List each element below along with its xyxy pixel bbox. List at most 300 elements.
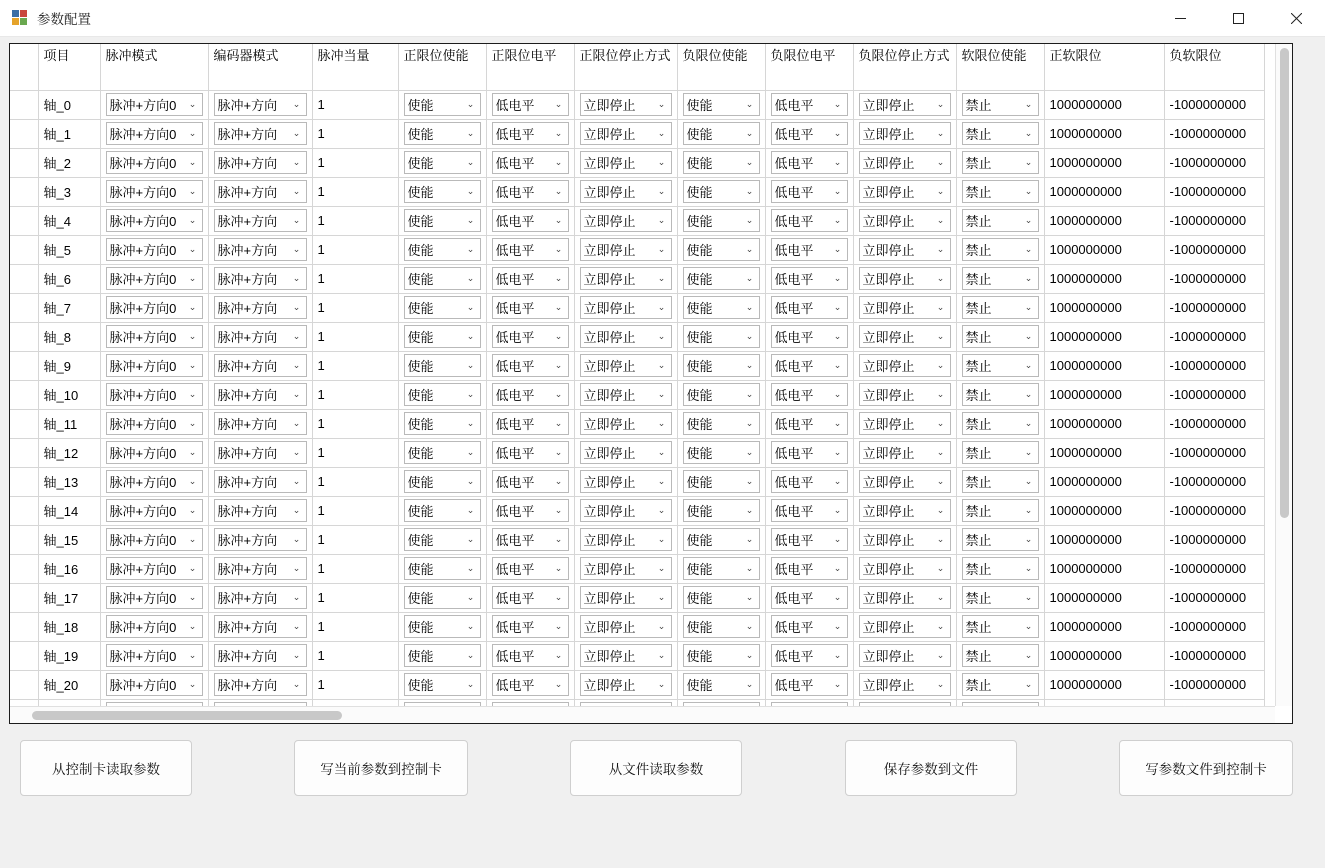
chevron-down-icon[interactable]: ⌄ (745, 360, 754, 370)
cell-item[interactable] (38, 525, 100, 554)
dropdown-neg_limit_enable[interactable] (683, 325, 760, 348)
row-selector[interactable] (10, 206, 38, 235)
cell-pos_limit_stop[interactable] (574, 496, 677, 525)
cell-neg_limit_level[interactable] (765, 119, 853, 148)
column-header-pos_soft_limit[interactable] (1044, 44, 1164, 90)
chevron-down-icon[interactable]: ⌄ (292, 476, 301, 486)
chevron-down-icon[interactable]: ⌄ (936, 476, 945, 486)
table-row[interactable] (10, 583, 1264, 612)
chevron-down-icon[interactable]: ⌄ (1024, 128, 1033, 138)
cell-neg_soft_limit[interactable] (1164, 293, 1264, 322)
chevron-down-icon[interactable]: ⌄ (292, 215, 301, 225)
chevron-down-icon[interactable]: ⌄ (292, 563, 301, 573)
chevron-down-icon[interactable]: ⌄ (745, 563, 754, 573)
chevron-down-icon[interactable]: ⌄ (554, 186, 563, 196)
cell-pos_limit_enable[interactable] (398, 235, 486, 264)
dropdown-neg_limit_enable[interactable] (683, 296, 760, 319)
chevron-down-icon[interactable]: ⌄ (833, 621, 842, 631)
chevron-down-icon[interactable]: ⌄ (936, 534, 945, 544)
cell-neg_soft_limit[interactable] (1164, 148, 1264, 177)
chevron-down-icon[interactable]: ⌄ (745, 99, 754, 109)
chevron-down-icon[interactable]: ⌄ (466, 621, 475, 631)
cell-pulse_equiv[interactable] (312, 670, 398, 699)
dropdown-soft_limit_enable[interactable] (962, 209, 1039, 232)
cell-pulse_equiv[interactable] (312, 322, 398, 351)
chevron-down-icon[interactable]: ⌄ (466, 389, 475, 399)
dropdown-neg_limit_enable[interactable] (683, 151, 760, 174)
cell-pos_limit_level[interactable] (486, 583, 574, 612)
dropdown-pos_limit_level[interactable] (492, 209, 569, 232)
dropdown-soft_limit_enable[interactable] (962, 122, 1039, 145)
cell-pos_soft_limit[interactable] (1044, 438, 1164, 467)
dropdown-neg_limit_stop[interactable] (859, 586, 951, 609)
dropdown-pos_limit_level[interactable] (492, 180, 569, 203)
chevron-down-icon[interactable]: ⌄ (936, 621, 945, 631)
cell-soft_limit_enable[interactable] (956, 525, 1044, 554)
dropdown-pulse_mode[interactable] (106, 267, 203, 290)
chevron-down-icon[interactable]: ⌄ (466, 418, 475, 428)
chevron-down-icon[interactable]: ⌄ (1024, 157, 1033, 167)
cell-pos_soft_limit[interactable] (1044, 177, 1164, 206)
cell-pulse_equiv[interactable] (312, 380, 398, 409)
dropdown-pos_limit_stop[interactable] (580, 209, 672, 232)
chevron-down-icon[interactable]: ⌄ (745, 505, 754, 515)
chevron-down-icon[interactable]: ⌄ (657, 244, 666, 254)
cell-pos_limit_stop[interactable] (574, 235, 677, 264)
cell-neg_limit_stop[interactable] (853, 438, 956, 467)
dropdown-neg_limit_level[interactable] (771, 151, 848, 174)
chevron-down-icon[interactable]: ⌄ (936, 563, 945, 573)
cell-neg_limit_level[interactable] (765, 177, 853, 206)
cell-soft_limit_enable[interactable] (956, 380, 1044, 409)
cell-neg_limit_stop[interactable] (853, 583, 956, 612)
cell-neg_limit_stop[interactable] (853, 148, 956, 177)
row-selector[interactable] (10, 641, 38, 670)
cell-pulse_equiv[interactable] (312, 612, 398, 641)
cell-item[interactable] (38, 583, 100, 612)
write-current-params-to-card[interactable] (294, 740, 468, 796)
dropdown-pos_limit_enable[interactable] (404, 238, 481, 261)
dropdown-pos_limit_stop[interactable] (580, 93, 672, 116)
cell-encoder_mode[interactable] (208, 264, 312, 293)
dropdown-pulse_mode[interactable] (106, 528, 203, 551)
row-selector[interactable] (10, 148, 38, 177)
chevron-down-icon[interactable]: ⌄ (188, 476, 197, 486)
dropdown-pulse_mode[interactable] (106, 644, 203, 667)
cell-neg_limit_stop[interactable] (853, 264, 956, 293)
cell-neg_limit_level[interactable] (765, 409, 853, 438)
cell-pos_limit_level[interactable] (486, 438, 574, 467)
cell-neg_limit_enable[interactable] (677, 264, 765, 293)
cell-neg_soft_limit[interactable] (1164, 670, 1264, 699)
cell-encoder_mode[interactable] (208, 641, 312, 670)
chevron-down-icon[interactable]: ⌄ (1024, 215, 1033, 225)
chevron-down-icon[interactable]: ⌄ (657, 302, 666, 312)
dropdown-neg_limit_level[interactable] (771, 586, 848, 609)
cell-soft_limit_enable[interactable] (956, 293, 1044, 322)
cell-pulse_equiv[interactable] (312, 641, 398, 670)
dropdown-encoder_mode[interactable] (214, 122, 307, 145)
dropdown-neg_limit_stop[interactable] (859, 209, 951, 232)
cell-pulse_mode[interactable] (100, 235, 208, 264)
cell-neg_limit_level[interactable] (765, 206, 853, 235)
chevron-down-icon[interactable]: ⌄ (188, 592, 197, 602)
dropdown-encoder_mode[interactable] (214, 499, 307, 522)
dropdown-neg_limit_enable[interactable] (683, 383, 760, 406)
dropdown-pos_limit_stop[interactable] (580, 441, 672, 464)
dropdown-encoder_mode[interactable] (214, 470, 307, 493)
cell-soft_limit_enable[interactable] (956, 119, 1044, 148)
cell-neg_limit_enable[interactable] (677, 119, 765, 148)
chevron-down-icon[interactable]: ⌄ (657, 389, 666, 399)
dropdown-neg_limit_enable[interactable] (683, 499, 760, 522)
dropdown-pos_limit_enable[interactable] (404, 441, 481, 464)
dropdown-pulse_mode[interactable] (106, 93, 203, 116)
cell-pos_limit_level[interactable] (486, 177, 574, 206)
cell-neg_soft_limit[interactable] (1164, 235, 1264, 264)
chevron-down-icon[interactable]: ⌄ (554, 157, 563, 167)
cell-encoder_mode[interactable] (208, 525, 312, 554)
vertical-scrollbar-thumb[interactable] (1280, 48, 1289, 518)
dropdown-neg_limit_level[interactable] (771, 296, 848, 319)
cell-encoder_mode[interactable] (208, 554, 312, 583)
cell-item[interactable] (38, 467, 100, 496)
cell-pulse_equiv[interactable] (312, 293, 398, 322)
cell-encoder_mode[interactable] (208, 148, 312, 177)
dropdown-neg_limit_enable[interactable] (683, 238, 760, 261)
chevron-down-icon[interactable]: ⌄ (657, 331, 666, 341)
cell-pos_soft_limit[interactable] (1044, 90, 1164, 119)
chevron-down-icon[interactable]: ⌄ (657, 534, 666, 544)
cell-neg_limit_enable[interactable] (677, 612, 765, 641)
cell-pulse_equiv[interactable] (312, 235, 398, 264)
cell-pulse_mode[interactable] (100, 177, 208, 206)
cell-pos_limit_stop[interactable] (574, 467, 677, 496)
dropdown-neg_limit_level[interactable] (771, 412, 848, 435)
chevron-down-icon[interactable]: ⌄ (1024, 621, 1033, 631)
cell-item[interactable] (38, 554, 100, 583)
cell-pos_soft_limit[interactable] (1044, 206, 1164, 235)
cell-encoder_mode[interactable] (208, 409, 312, 438)
dropdown-soft_limit_enable[interactable] (962, 354, 1039, 377)
cell-item[interactable] (38, 496, 100, 525)
chevron-down-icon[interactable]: ⌄ (188, 563, 197, 573)
chevron-down-icon[interactable]: ⌄ (745, 389, 754, 399)
dropdown-pos_limit_level[interactable] (492, 673, 569, 696)
chevron-down-icon[interactable]: ⌄ (745, 534, 754, 544)
dropdown-pulse_mode[interactable] (106, 238, 203, 261)
cell-neg_soft_limit[interactable] (1164, 322, 1264, 351)
chevron-down-icon[interactable]: ⌄ (936, 679, 945, 689)
row-selector[interactable] (10, 90, 38, 119)
minimize-button[interactable] (1151, 0, 1209, 36)
dropdown-encoder_mode[interactable] (214, 93, 307, 116)
cell-item[interactable] (38, 409, 100, 438)
cell-neg_limit_level[interactable] (765, 670, 853, 699)
table-row[interactable] (10, 409, 1264, 438)
dropdown-pos_limit_level[interactable] (492, 296, 569, 319)
dropdown-soft_limit_enable[interactable] (962, 441, 1039, 464)
chevron-down-icon[interactable]: ⌄ (188, 302, 197, 312)
chevron-down-icon[interactable]: ⌄ (1024, 505, 1033, 515)
dropdown-neg_limit_enable[interactable] (683, 644, 760, 667)
cell-neg_limit_stop[interactable] (853, 293, 956, 322)
cell-pos_limit_enable[interactable] (398, 119, 486, 148)
cell-neg_limit_enable[interactable] (677, 380, 765, 409)
cell-neg_limit_level[interactable] (765, 612, 853, 641)
chevron-down-icon[interactable]: ⌄ (466, 360, 475, 370)
cell-neg_limit_enable[interactable] (677, 467, 765, 496)
dropdown-soft_limit_enable[interactable] (962, 528, 1039, 551)
chevron-down-icon[interactable]: ⌄ (936, 186, 945, 196)
cell-neg_limit_stop[interactable] (853, 525, 956, 554)
chevron-down-icon[interactable]: ⌄ (657, 563, 666, 573)
dropdown-pos_limit_level[interactable] (492, 528, 569, 551)
cell-pos_limit_enable[interactable] (398, 496, 486, 525)
dropdown-neg_limit_level[interactable] (771, 673, 848, 696)
chevron-down-icon[interactable]: ⌄ (1024, 99, 1033, 109)
dropdown-neg_limit_stop[interactable] (859, 499, 951, 522)
chevron-down-icon[interactable]: ⌄ (833, 157, 842, 167)
chevron-down-icon[interactable]: ⌄ (657, 215, 666, 225)
chevron-down-icon[interactable]: ⌄ (554, 418, 563, 428)
cell-pulse_mode[interactable] (100, 90, 208, 119)
dropdown-encoder_mode[interactable] (214, 325, 307, 348)
chevron-down-icon[interactable]: ⌄ (833, 128, 842, 138)
chevron-down-icon[interactable]: ⌄ (936, 331, 945, 341)
chevron-down-icon[interactable]: ⌄ (292, 650, 301, 660)
cell-pos_limit_level[interactable] (486, 670, 574, 699)
cell-neg_soft_limit[interactable] (1164, 641, 1264, 670)
chevron-down-icon[interactable]: ⌄ (745, 331, 754, 341)
cell-neg_soft_limit[interactable] (1164, 409, 1264, 438)
dropdown-pos_limit_enable[interactable] (404, 209, 481, 232)
cell-soft_limit_enable[interactable] (956, 177, 1044, 206)
cell-pulse_mode[interactable] (100, 641, 208, 670)
dropdown-pulse_mode[interactable] (106, 354, 203, 377)
chevron-down-icon[interactable]: ⌄ (657, 679, 666, 689)
chevron-down-icon[interactable]: ⌄ (554, 331, 563, 341)
cell-neg_limit_stop[interactable] (853, 380, 956, 409)
cell-pos_limit_stop[interactable] (574, 438, 677, 467)
chevron-down-icon[interactable]: ⌄ (1024, 244, 1033, 254)
dropdown-pulse_mode[interactable] (106, 151, 203, 174)
dropdown-pos_limit_level[interactable] (492, 586, 569, 609)
table-row[interactable] (10, 380, 1264, 409)
dropdown-encoder_mode[interactable] (214, 528, 307, 551)
table-body[interactable] (10, 90, 1264, 723)
chevron-down-icon[interactable]: ⌄ (466, 534, 475, 544)
chevron-down-icon[interactable]: ⌄ (554, 128, 563, 138)
cell-neg_limit_level[interactable] (765, 351, 853, 380)
cell-soft_limit_enable[interactable] (956, 554, 1044, 583)
cell-neg_limit_level[interactable] (765, 322, 853, 351)
dropdown-neg_limit_stop[interactable] (859, 615, 951, 638)
cell-pulse_mode[interactable] (100, 554, 208, 583)
dropdown-neg_limit_level[interactable] (771, 644, 848, 667)
cell-pulse_equiv[interactable] (312, 496, 398, 525)
cell-neg_limit_enable[interactable] (677, 438, 765, 467)
cell-item[interactable] (38, 380, 100, 409)
chevron-down-icon[interactable]: ⌄ (833, 99, 842, 109)
cell-pulse_equiv[interactable] (312, 438, 398, 467)
chevron-down-icon[interactable]: ⌄ (745, 418, 754, 428)
cell-neg_limit_enable[interactable] (677, 351, 765, 380)
cell-pos_limit_enable[interactable] (398, 264, 486, 293)
dropdown-neg_limit_stop[interactable] (859, 557, 951, 580)
cell-neg_limit_level[interactable] (765, 641, 853, 670)
dropdown-pos_limit_stop[interactable] (580, 557, 672, 580)
chevron-down-icon[interactable]: ⌄ (292, 360, 301, 370)
dropdown-pos_limit_stop[interactable] (580, 586, 672, 609)
cell-pos_soft_limit[interactable] (1044, 119, 1164, 148)
cell-pos_limit_enable[interactable] (398, 583, 486, 612)
chevron-down-icon[interactable]: ⌄ (188, 650, 197, 660)
cell-pulse_mode[interactable] (100, 612, 208, 641)
row-selector[interactable] (10, 264, 38, 293)
chevron-down-icon[interactable]: ⌄ (1024, 186, 1033, 196)
cell-pos_soft_limit[interactable] (1044, 525, 1164, 554)
cell-pos_limit_enable[interactable] (398, 380, 486, 409)
cell-neg_limit_level[interactable] (765, 380, 853, 409)
row-selector[interactable] (10, 467, 38, 496)
chevron-down-icon[interactable]: ⌄ (188, 418, 197, 428)
cell-pos_limit_enable[interactable] (398, 409, 486, 438)
chevron-down-icon[interactable]: ⌄ (292, 157, 301, 167)
cell-neg_limit_stop[interactable] (853, 322, 956, 351)
cell-encoder_mode[interactable] (208, 438, 312, 467)
chevron-down-icon[interactable]: ⌄ (657, 273, 666, 283)
cell-neg_limit_stop[interactable] (853, 119, 956, 148)
chevron-down-icon[interactable]: ⌄ (554, 302, 563, 312)
chevron-down-icon[interactable]: ⌄ (657, 621, 666, 631)
cell-pos_limit_level[interactable] (486, 554, 574, 583)
chevron-down-icon[interactable]: ⌄ (188, 621, 197, 631)
chevron-down-icon[interactable]: ⌄ (1024, 592, 1033, 602)
table-row[interactable] (10, 438, 1264, 467)
cell-neg_limit_enable[interactable] (677, 583, 765, 612)
cell-pulse_equiv[interactable] (312, 409, 398, 438)
table-row[interactable] (10, 206, 1264, 235)
dropdown-neg_limit_level[interactable] (771, 267, 848, 290)
cell-neg_limit_stop[interactable] (853, 496, 956, 525)
chevron-down-icon[interactable]: ⌄ (466, 302, 475, 312)
cell-pos_limit_enable[interactable] (398, 670, 486, 699)
chevron-down-icon[interactable]: ⌄ (745, 621, 754, 631)
chevron-down-icon[interactable]: ⌄ (1024, 331, 1033, 341)
dropdown-encoder_mode[interactable] (214, 412, 307, 435)
dropdown-neg_limit_enable[interactable] (683, 615, 760, 638)
dropdown-pos_limit_level[interactable] (492, 122, 569, 145)
read-params-from-file[interactable] (570, 740, 742, 796)
dropdown-neg_limit_stop[interactable] (859, 354, 951, 377)
dropdown-neg_limit_level[interactable] (771, 528, 848, 551)
column-header-item[interactable] (38, 44, 100, 90)
cell-pos_soft_limit[interactable] (1044, 583, 1164, 612)
dropdown-pos_limit_stop[interactable] (580, 238, 672, 261)
dropdown-encoder_mode[interactable] (214, 354, 307, 377)
dropdown-pulse_mode[interactable] (106, 383, 203, 406)
cell-neg_limit_stop[interactable] (853, 235, 956, 264)
chevron-down-icon[interactable]: ⌄ (745, 447, 754, 457)
cell-soft_limit_enable[interactable] (956, 264, 1044, 293)
dropdown-pulse_mode[interactable] (106, 412, 203, 435)
table-row[interactable] (10, 264, 1264, 293)
chevron-down-icon[interactable]: ⌄ (1024, 389, 1033, 399)
row-selector[interactable] (10, 525, 38, 554)
dropdown-pos_limit_enable[interactable] (404, 644, 481, 667)
chevron-down-icon[interactable]: ⌄ (936, 157, 945, 167)
cell-pulse_equiv[interactable] (312, 264, 398, 293)
chevron-down-icon[interactable]: ⌄ (745, 157, 754, 167)
dropdown-pos_limit_level[interactable] (492, 267, 569, 290)
chevron-down-icon[interactable]: ⌄ (1024, 360, 1033, 370)
chevron-down-icon[interactable]: ⌄ (292, 534, 301, 544)
cell-soft_limit_enable[interactable] (956, 496, 1044, 525)
dropdown-pos_limit_stop[interactable] (580, 499, 672, 522)
cell-item[interactable] (38, 641, 100, 670)
chevron-down-icon[interactable]: ⌄ (1024, 679, 1033, 689)
cell-pulse_equiv[interactable] (312, 554, 398, 583)
cell-pos_soft_limit[interactable] (1044, 380, 1164, 409)
cell-pos_limit_enable[interactable] (398, 293, 486, 322)
dropdown-neg_limit_stop[interactable] (859, 528, 951, 551)
cell-pulse_mode[interactable] (100, 467, 208, 496)
chevron-down-icon[interactable]: ⌄ (188, 157, 197, 167)
dropdown-neg_limit_enable[interactable] (683, 412, 760, 435)
cell-neg_limit_stop[interactable] (853, 90, 956, 119)
column-header-neg_limit_level[interactable] (765, 44, 853, 90)
chevron-down-icon[interactable]: ⌄ (1024, 418, 1033, 428)
cell-pos_limit_stop[interactable] (574, 206, 677, 235)
cell-neg_limit_level[interactable] (765, 148, 853, 177)
cell-neg_limit_stop[interactable] (853, 206, 956, 235)
cell-neg_limit_stop[interactable] (853, 641, 956, 670)
dropdown-neg_limit_enable[interactable] (683, 354, 760, 377)
column-header-pulse_mode[interactable] (100, 44, 208, 90)
parameter-table[interactable] (10, 44, 1265, 723)
cell-pos_soft_limit[interactable] (1044, 235, 1164, 264)
chevron-down-icon[interactable]: ⌄ (188, 244, 197, 254)
chevron-down-icon[interactable]: ⌄ (745, 476, 754, 486)
cell-pos_limit_stop[interactable] (574, 90, 677, 119)
cell-item[interactable] (38, 670, 100, 699)
dropdown-pos_limit_level[interactable] (492, 383, 569, 406)
chevron-down-icon[interactable]: ⌄ (936, 418, 945, 428)
dropdown-pos_limit_level[interactable] (492, 441, 569, 464)
dropdown-neg_limit_stop[interactable] (859, 383, 951, 406)
cell-neg_limit_enable[interactable] (677, 206, 765, 235)
chevron-down-icon[interactable]: ⌄ (188, 389, 197, 399)
cell-pos_limit_level[interactable] (486, 322, 574, 351)
dropdown-encoder_mode[interactable] (214, 267, 307, 290)
dropdown-pos_limit_enable[interactable] (404, 122, 481, 145)
dropdown-neg_limit_stop[interactable] (859, 122, 951, 145)
cell-encoder_mode[interactable] (208, 612, 312, 641)
chevron-down-icon[interactable]: ⌄ (833, 186, 842, 196)
chevron-down-icon[interactable]: ⌄ (745, 679, 754, 689)
cell-pos_limit_enable[interactable] (398, 351, 486, 380)
dropdown-encoder_mode[interactable] (214, 383, 307, 406)
dropdown-neg_limit_stop[interactable] (859, 673, 951, 696)
cell-pulse_equiv[interactable] (312, 90, 398, 119)
dropdown-neg_limit_enable[interactable] (683, 586, 760, 609)
chevron-down-icon[interactable]: ⌄ (554, 447, 563, 457)
cell-pulse_equiv[interactable] (312, 467, 398, 496)
chevron-down-icon[interactable]: ⌄ (745, 302, 754, 312)
dropdown-neg_limit_enable[interactable] (683, 209, 760, 232)
chevron-down-icon[interactable]: ⌄ (554, 563, 563, 573)
